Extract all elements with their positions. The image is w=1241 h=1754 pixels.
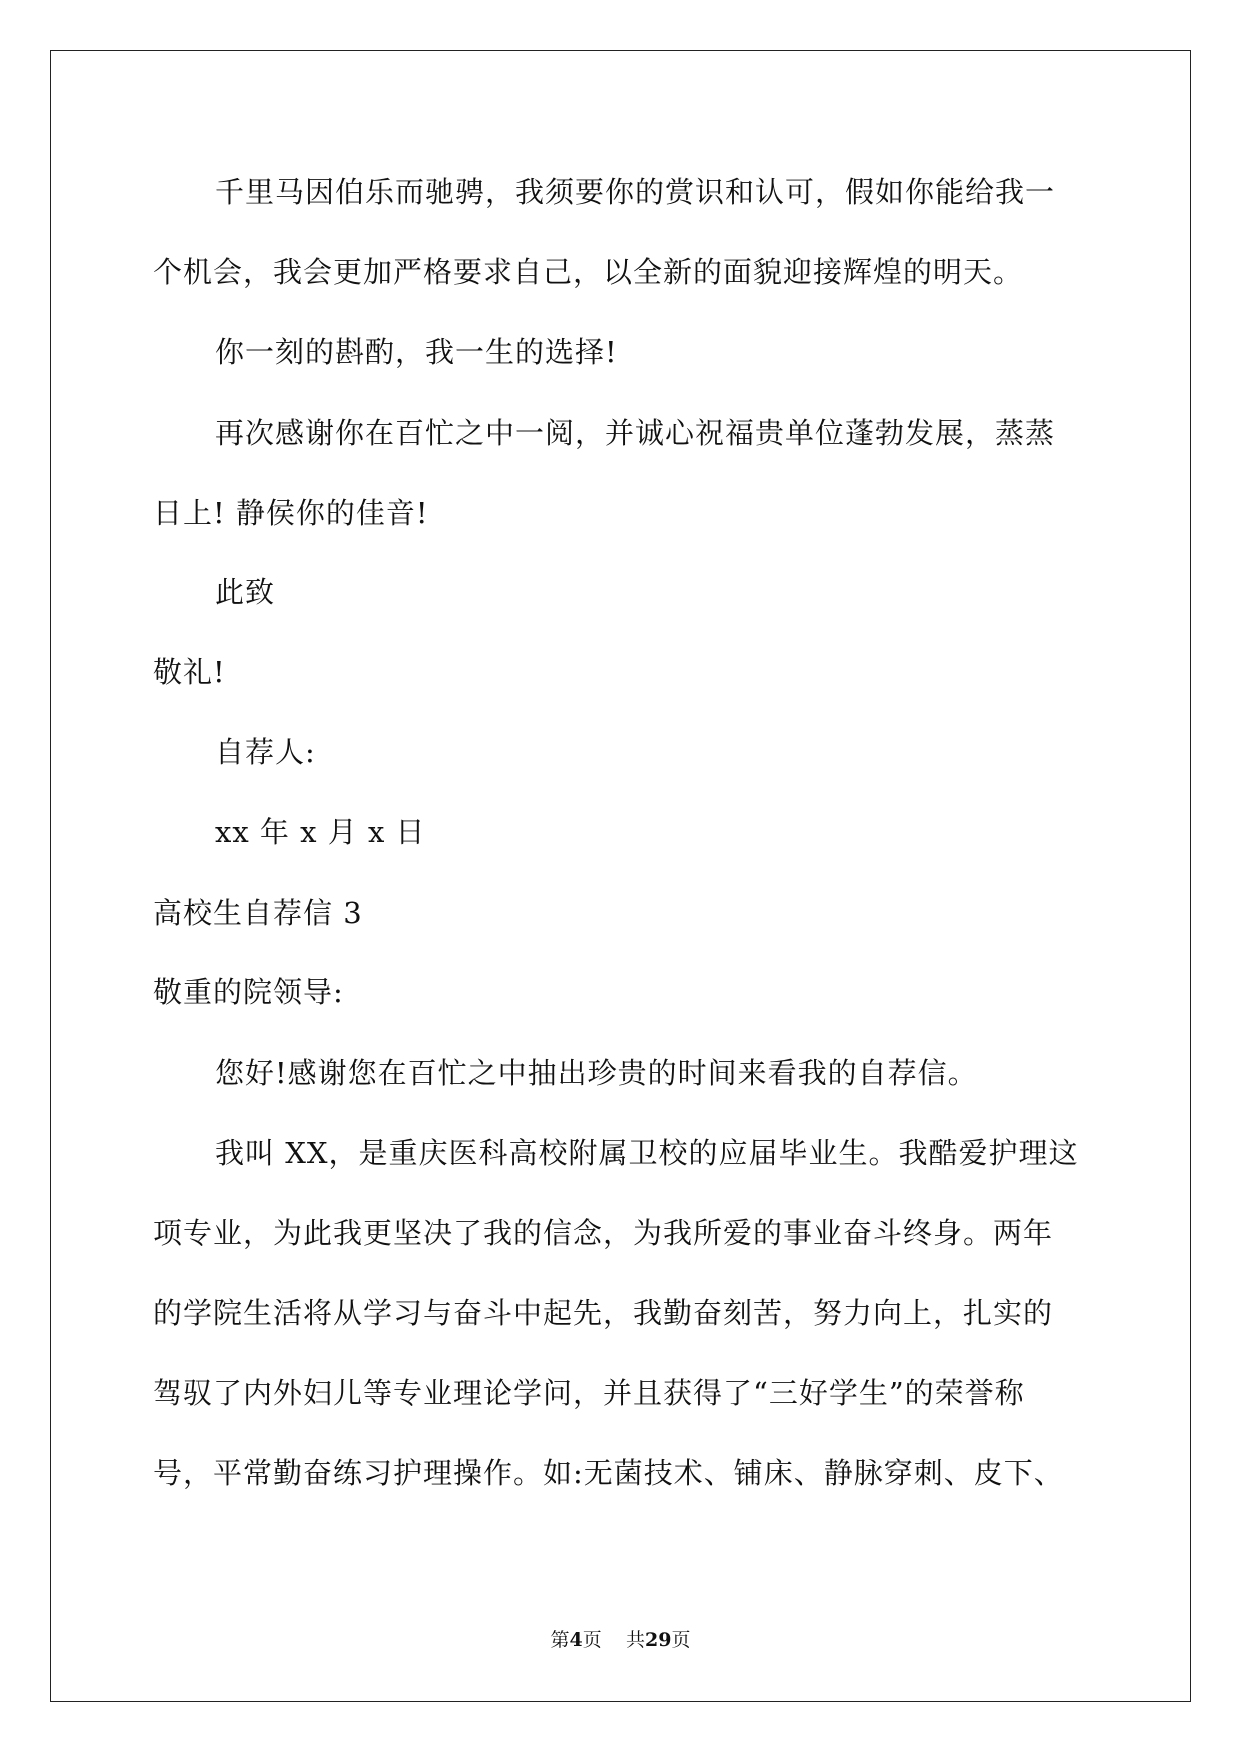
salutation-line: 此致 xyxy=(215,575,276,609)
salutation-line: 敬礼! xyxy=(153,655,226,689)
paragraph-line: 的学院生活将从学习与奋斗中起先，我勤奋刻苦，努力向上，扎实的 xyxy=(153,1296,1054,1330)
paragraph-line: 千里马因伯乐而驰骋，我须要你的赏识和认可，假如你能给我一 xyxy=(215,175,1056,209)
page-suffix: 页 xyxy=(582,1629,602,1651)
page-number: 4 xyxy=(569,1629,583,1651)
total-suffix: 页 xyxy=(671,1629,691,1651)
total-prefix: 共 xyxy=(625,1629,645,1651)
paragraph-line: 个机会，我会更加严格要求自己，以全新的面貌迎接辉煌的明天。 xyxy=(153,255,1024,289)
paragraph-line: 我叫 XX，是重庆医科高校附属卫校的应届毕业生。我酷爱护理这 xyxy=(215,1136,1079,1170)
section-title: 高校生自荐信 3 xyxy=(153,896,363,930)
paragraph-line: 日上! 静侯你的佳音! xyxy=(153,496,429,530)
total-pages: 29 xyxy=(644,1629,672,1651)
page-footer xyxy=(0,1628,1241,1652)
paragraph-line: 项专业，为此我更坚决了我的信念，为我所爱的事业奋斗终身。两年 xyxy=(153,1216,1054,1250)
page-prefix: 第 xyxy=(550,1629,570,1651)
paragraph-line: 您好!感谢您在百忙之中抽出珍贵的时间来看我的自荐信。 xyxy=(215,1056,978,1090)
paragraph-line: 驾驭了内外妇儿等专业理论学问，并且获得了“三好学生”的荣誉称 xyxy=(153,1376,1025,1410)
date-line: xx 年 x 月 x 日 xyxy=(215,815,426,849)
paragraph-line: 再次感谢你在百忙之中一阅，并诚心祝福贵单位蓬勃发展，蒸蒸 xyxy=(215,416,1056,450)
paragraph-line: 你一刻的斟酌，我一生的选择! xyxy=(215,335,618,369)
paragraph-line: 号，平常勤奋练习护理操作。如:无菌技术、铺床、静脉穿刺、皮下、 xyxy=(153,1456,1064,1490)
letter-greeting: 敬重的院领导: xyxy=(153,975,344,1009)
signature-label: 自荐人: xyxy=(215,735,316,769)
